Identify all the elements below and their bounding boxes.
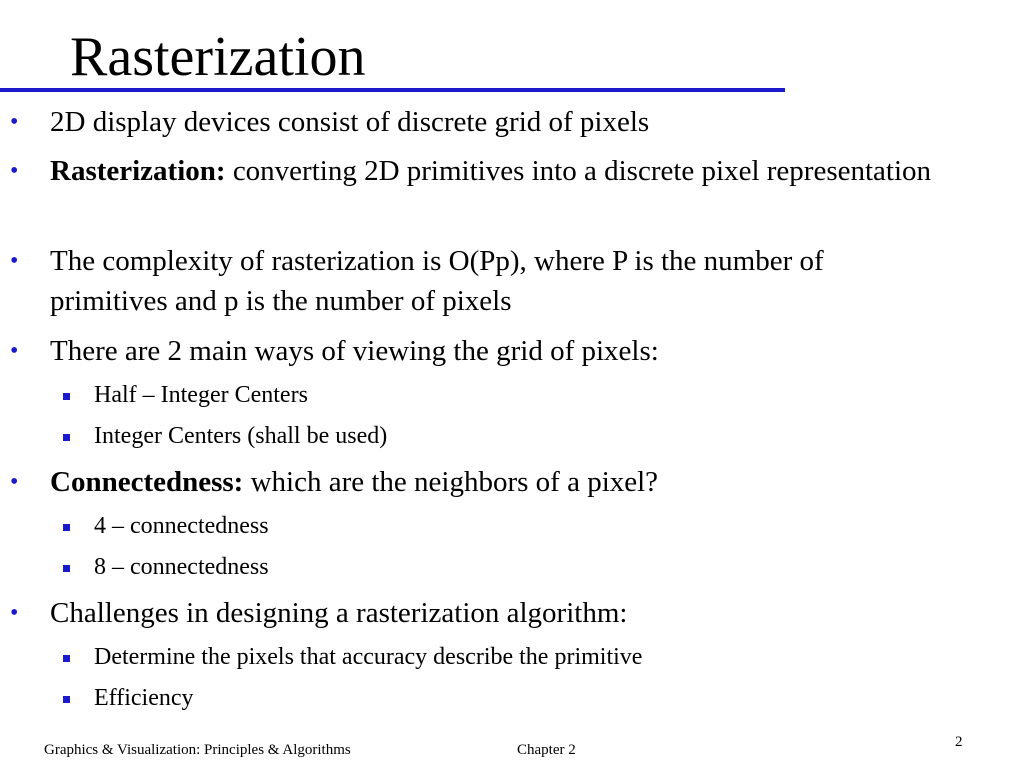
square-bullet-icon [63, 655, 70, 662]
bullet-text: 2D display devices consist of discrete grid of pixels [50, 106, 650, 138]
sub-bullet-4-connectedness [58, 511, 938, 541]
bullet-text: Challenges in designing a rasterization algorithm: [50, 597, 628, 629]
bullet-marker: • [10, 248, 19, 274]
bullet-bold-term: Rasterization: [50, 155, 226, 187]
sub-bullet-8-connectedness [58, 552, 938, 582]
sub-bullet-text: 8 – connectedness [94, 554, 269, 580]
bullet-item-display-devices [10, 102, 940, 142]
bullet-marker: • [10, 109, 19, 135]
square-bullet-icon [63, 696, 70, 703]
bullet-item-connectedness [10, 462, 940, 502]
square-bullet-icon [63, 393, 70, 400]
bullet-item-complexity [10, 241, 940, 321]
square-bullet-icon [63, 434, 70, 441]
bullet-marker: • [10, 469, 19, 495]
sub-bullet-accuracy [58, 642, 938, 672]
sub-bullet-text: Integer Centers (shall be used) [94, 423, 388, 449]
sub-bullet-efficiency [58, 683, 938, 713]
sub-bullet-half-integer-centers [58, 380, 938, 410]
bullet-item-challenges [10, 593, 940, 633]
bullet-text: which are the neighbors of a pixel? [243, 466, 659, 498]
bullet-marker: • [10, 158, 19, 184]
sub-bullet-text: Determine the pixels that accuracy describe the primitive [94, 644, 643, 670]
bullet-item-grid-views [10, 331, 940, 371]
page-number: 2 [955, 734, 963, 750]
bullet-item-rasterization-definition [10, 151, 940, 191]
bullet-marker: • [10, 338, 19, 364]
bullet-text: There are 2 main ways of viewing the grid of pixels: [50, 335, 659, 367]
bullet-bold-term: Connectedness: [50, 466, 244, 498]
sub-bullet-text: Half – Integer Centers [94, 382, 308, 408]
slide-title: Rasterization [70, 26, 366, 88]
sub-bullet-text: 4 – connectedness [94, 513, 269, 539]
footer-chapter: Chapter 2 [517, 742, 576, 758]
footer-book-title: Graphics & Visualization: Principles & Algorithms [44, 742, 351, 758]
bullet-marker: • [10, 600, 19, 626]
bullet-text: converting 2D primitives into a discrete pixel representation [225, 155, 932, 187]
square-bullet-icon [63, 565, 70, 572]
bullet-text: The complexity of rasterization is O(Pp), where P is the number of primitives and p is the number of pixels [50, 245, 824, 317]
sub-bullet-integer-centers [58, 421, 938, 451]
sub-bullet-text: Efficiency [94, 685, 194, 711]
square-bullet-icon [63, 524, 70, 531]
